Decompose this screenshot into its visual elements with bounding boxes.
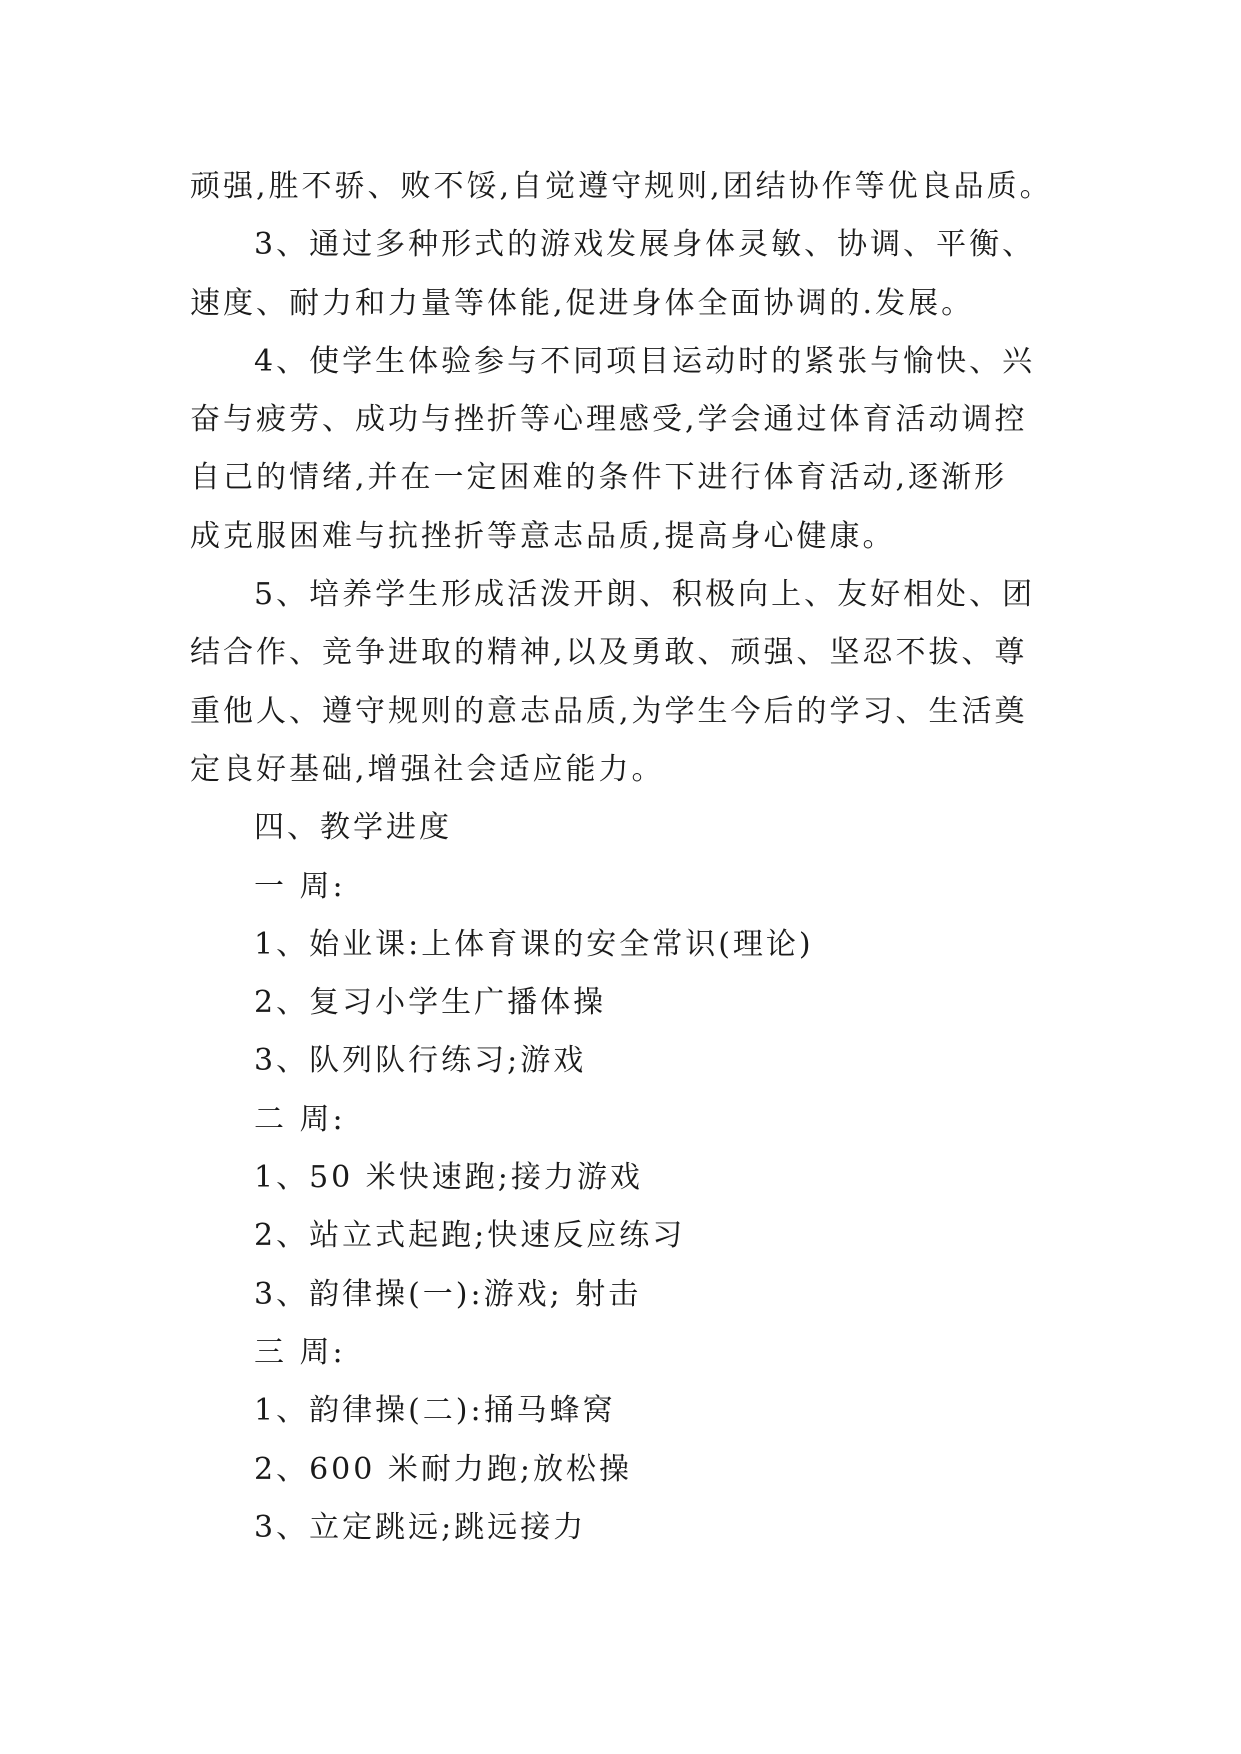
paragraph-line: 自己的情绪,并在一定困难的条件下进行体育活动,逐渐形 [190,460,1008,496]
paragraph-line: 成克服困难与抗挫折等意志品质,提高身心健康。 [190,518,896,554]
section-heading: 四、教学进度 [254,810,452,846]
paragraph-line: 5、培养学生形成活泼开朗、积极向上、友好相处、团 [254,577,1036,613]
list-item: 3、队列队行练习;游戏 [254,1043,587,1079]
paragraph-line: 3、通过多种形式的游戏发展身体灵敏、协调、平衡、 [254,227,1036,263]
paragraph-line: 4、使学生体验参与不同项目运动时的紧张与愉快、兴 [254,343,1036,379]
list-item: 1、始业课:上体育课的安全常识(理论) [254,926,814,962]
document-body [190,158,1080,1557]
paragraph-line: 定良好基础,增强社会适应能力。 [190,751,665,787]
list-item: 2、站立式起跑;快速反应练习 [254,1218,686,1254]
week-heading: 二 周: [254,1101,346,1137]
paragraph-line: 奋与疲劳、成功与挫折等心理感受,学会通过体育活动调控 [190,402,1028,438]
paragraph-line: 速度、耐力和力量等体能,促进身体全面协调的.发展。 [190,285,975,321]
list-item: 2、复习小学生广播体操 [254,985,607,1021]
paragraph-line: 重他人、遵守规则的意志品质,为学生今后的学习、生活奠 [190,693,1028,729]
paragraph-line: 结合作、竞争进取的精神,以及勇敢、顽强、坚忍不拔、尊 [190,635,1028,671]
list-item: 3、立定跳远;跳远接力 [254,1509,587,1545]
list-item: 2、600 米耐力跑;放松操 [254,1451,632,1487]
paragraph-line: 顽强,胜不骄、败不馁,自觉遵守规则,团结协作等优良品质。 [190,169,1053,204]
list-item: 1、50 米快速跑;接力游戏 [254,1160,643,1196]
list-item: 3、韵律操(一):游戏; 射击 [254,1276,642,1312]
week-heading: 一 周: [254,868,346,904]
list-item: 1、韵律操(二):捅马蜂窝 [254,1393,616,1429]
week-heading: 三 周: [254,1334,346,1370]
